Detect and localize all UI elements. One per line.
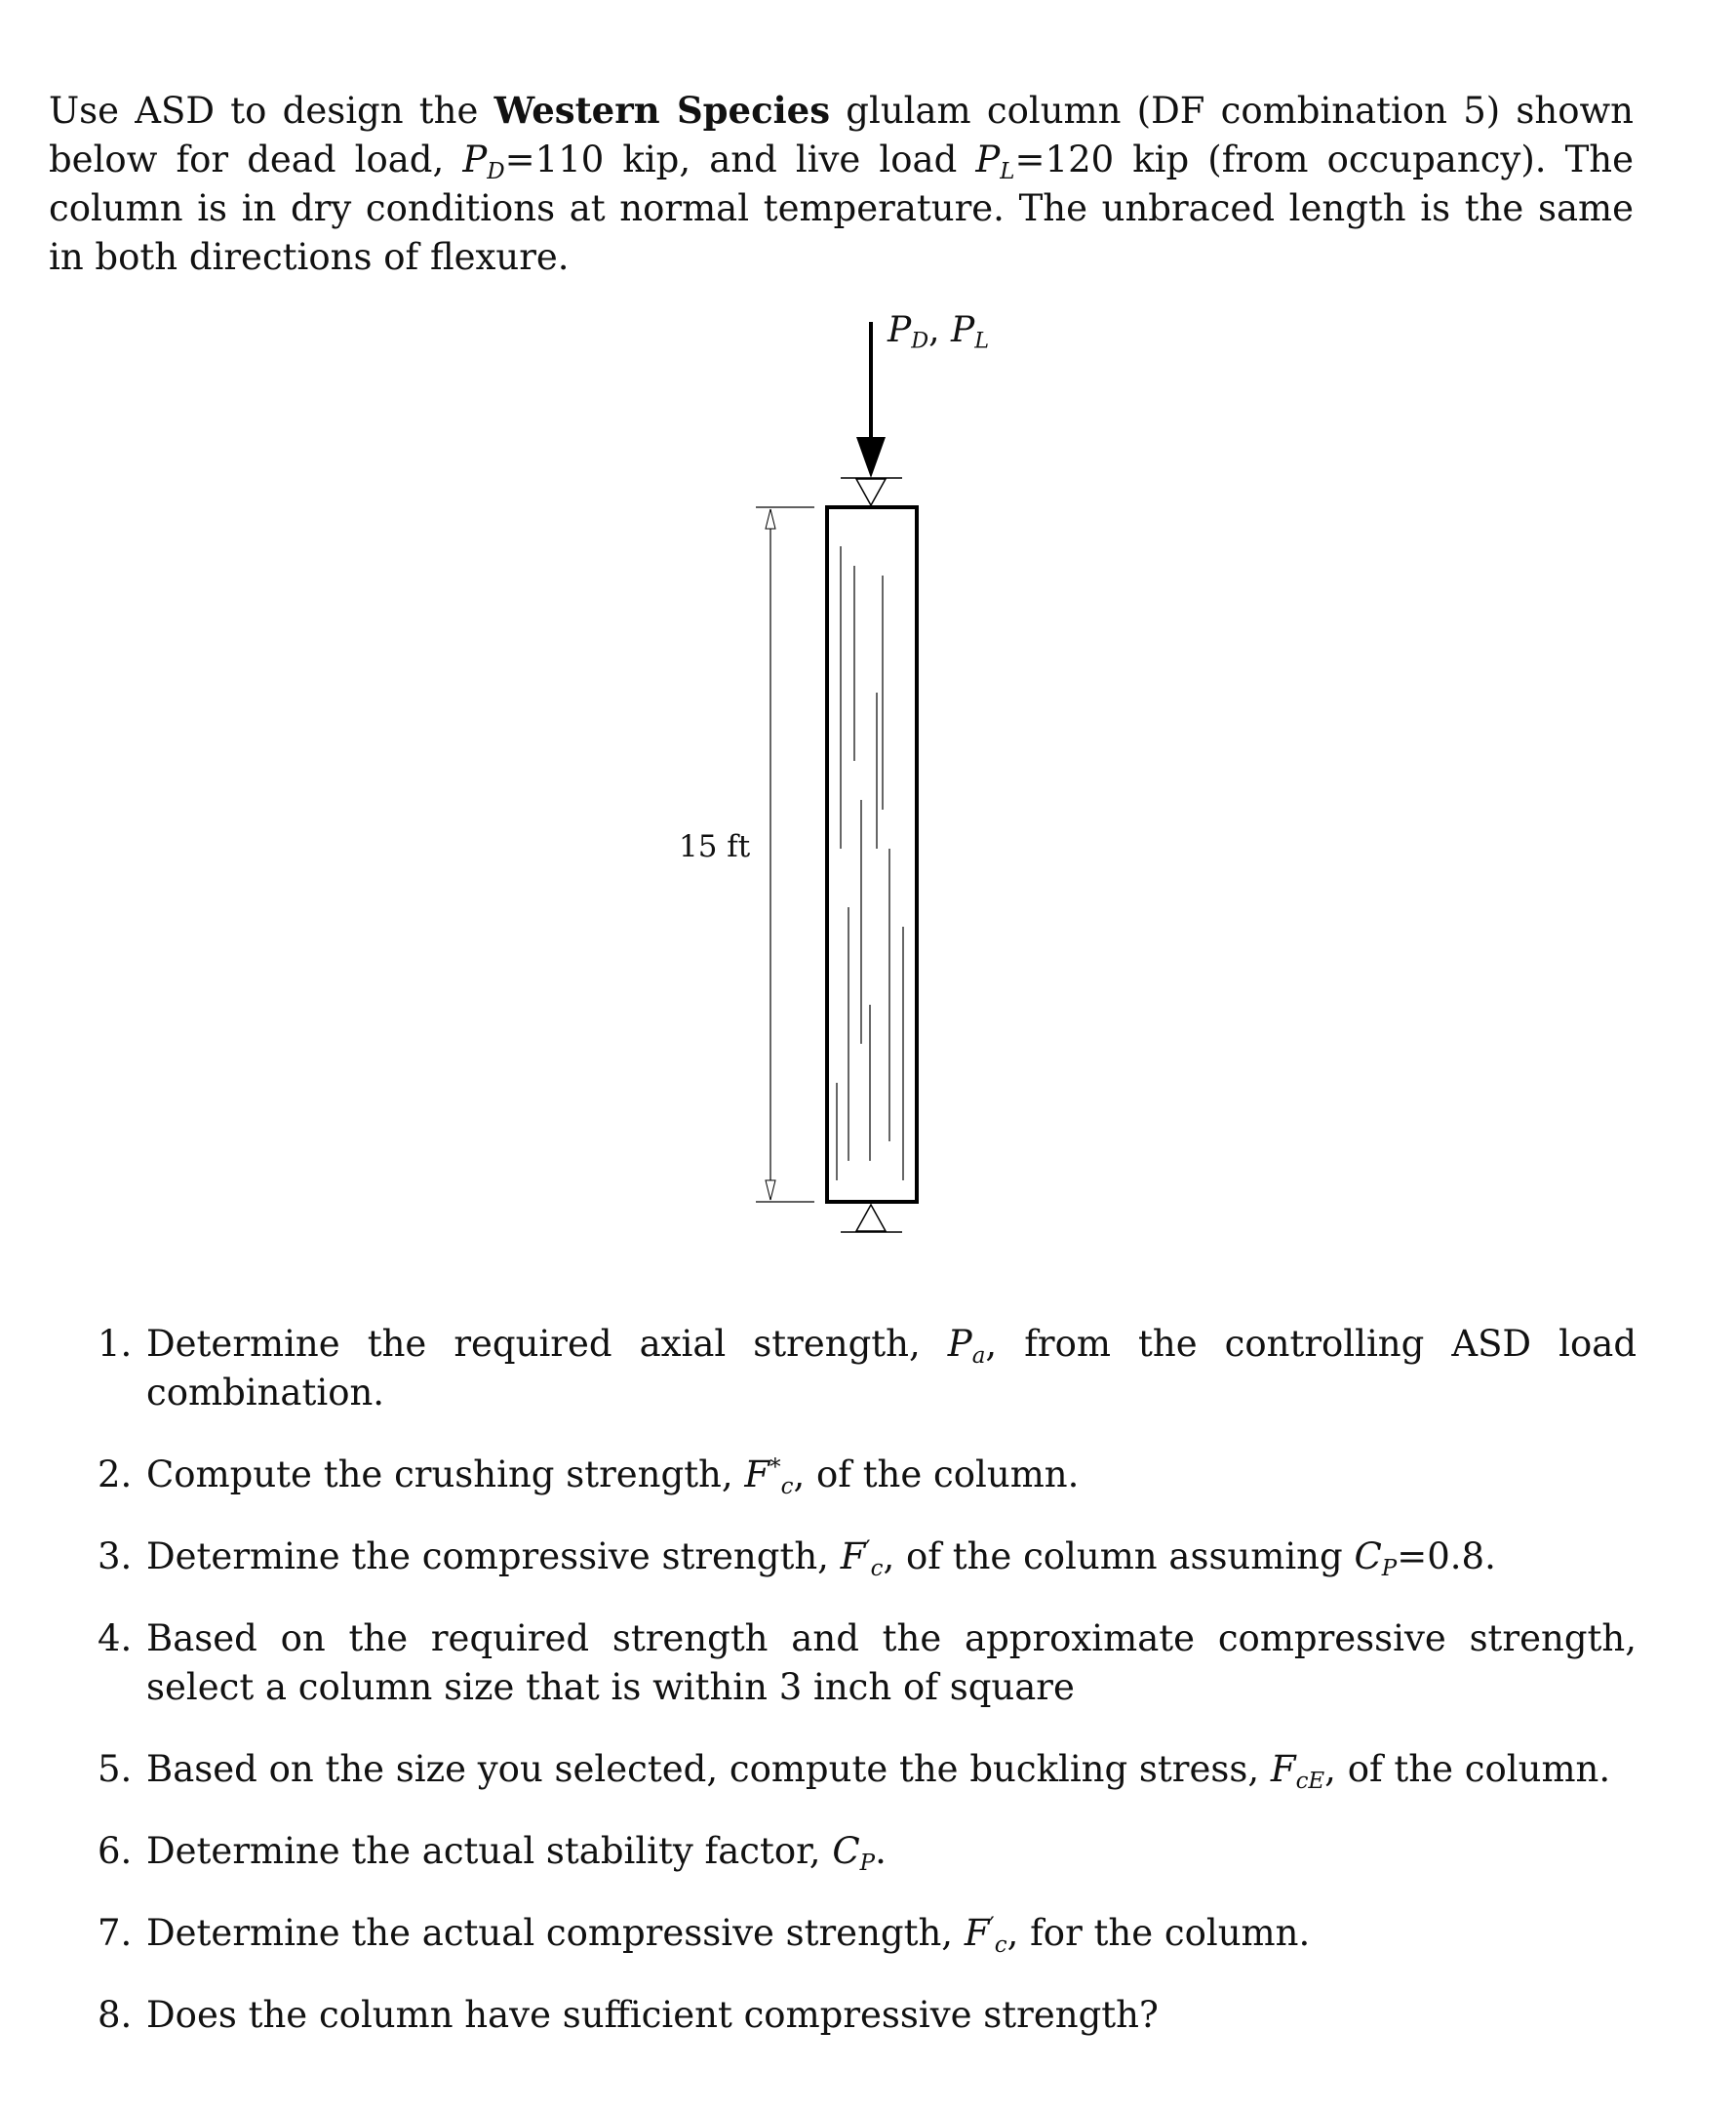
dim-arrow-top-icon xyxy=(766,509,775,529)
list-item: 8. Does the column have sufficient compressive strength? xyxy=(98,1994,1159,2036)
list-item: 7. Determine the actual compressive strength, $F'_c$, for the column. xyxy=(98,1912,1311,1958)
list-item: 6. Determine the actual stability factor, $C_P$. xyxy=(98,1830,887,1876)
dead-load-value: =110 kip, and live load xyxy=(504,139,958,180)
top-pin-icon xyxy=(856,479,886,505)
intro-text-2: glulam column (DF combination 5) shown below for dead load, xyxy=(49,90,1635,180)
bottom-pin-icon xyxy=(856,1205,886,1231)
live-load-subscript: L xyxy=(1000,158,1015,184)
list-item: 4. Based on the required strength and the approximate compressive strength, select a column size that is within 3 inch of square xyxy=(98,1617,1637,1708)
task-list xyxy=(98,1320,1637,2073)
species-name: Western Species xyxy=(493,89,831,132)
column-diagram xyxy=(0,302,1736,1258)
live-load-value: =120 kip (from occupancy). The column is in dry conditions at normal temperature. The unbraced length is the same in both directions of flexure. xyxy=(49,139,1635,278)
problem-statement xyxy=(49,86,1634,282)
load-label: $P_D$, $P_L$ xyxy=(888,310,990,354)
dead-load-symbol: P xyxy=(462,139,488,180)
dead-load-subscript: D xyxy=(487,158,505,184)
dimension-label: 15 ft xyxy=(679,829,751,864)
column-figure xyxy=(0,302,1736,1258)
list-item: 3. Determine the compressive strength, $F'_c$, of the column assuming $C_P=0.8$. xyxy=(98,1535,1496,1581)
load-arrow-head-icon xyxy=(856,437,886,478)
dim-arrow-bottom-icon xyxy=(766,1180,775,1200)
live-load-symbol: P xyxy=(975,139,1001,180)
list-item: 2. Compute the crushing strength, $F^*_c$, of the column. xyxy=(98,1453,1080,1499)
list-item: 1. Determine the required axial strength, $P_a$, from the controlling ASD load combination. xyxy=(98,1323,1637,1413)
list-item: 5. Based on the size you selected, compute the buckling stress, $F_{cE}$, of the column. xyxy=(98,1748,1611,1794)
intro-text-1: Use ASD to design the xyxy=(49,90,479,132)
